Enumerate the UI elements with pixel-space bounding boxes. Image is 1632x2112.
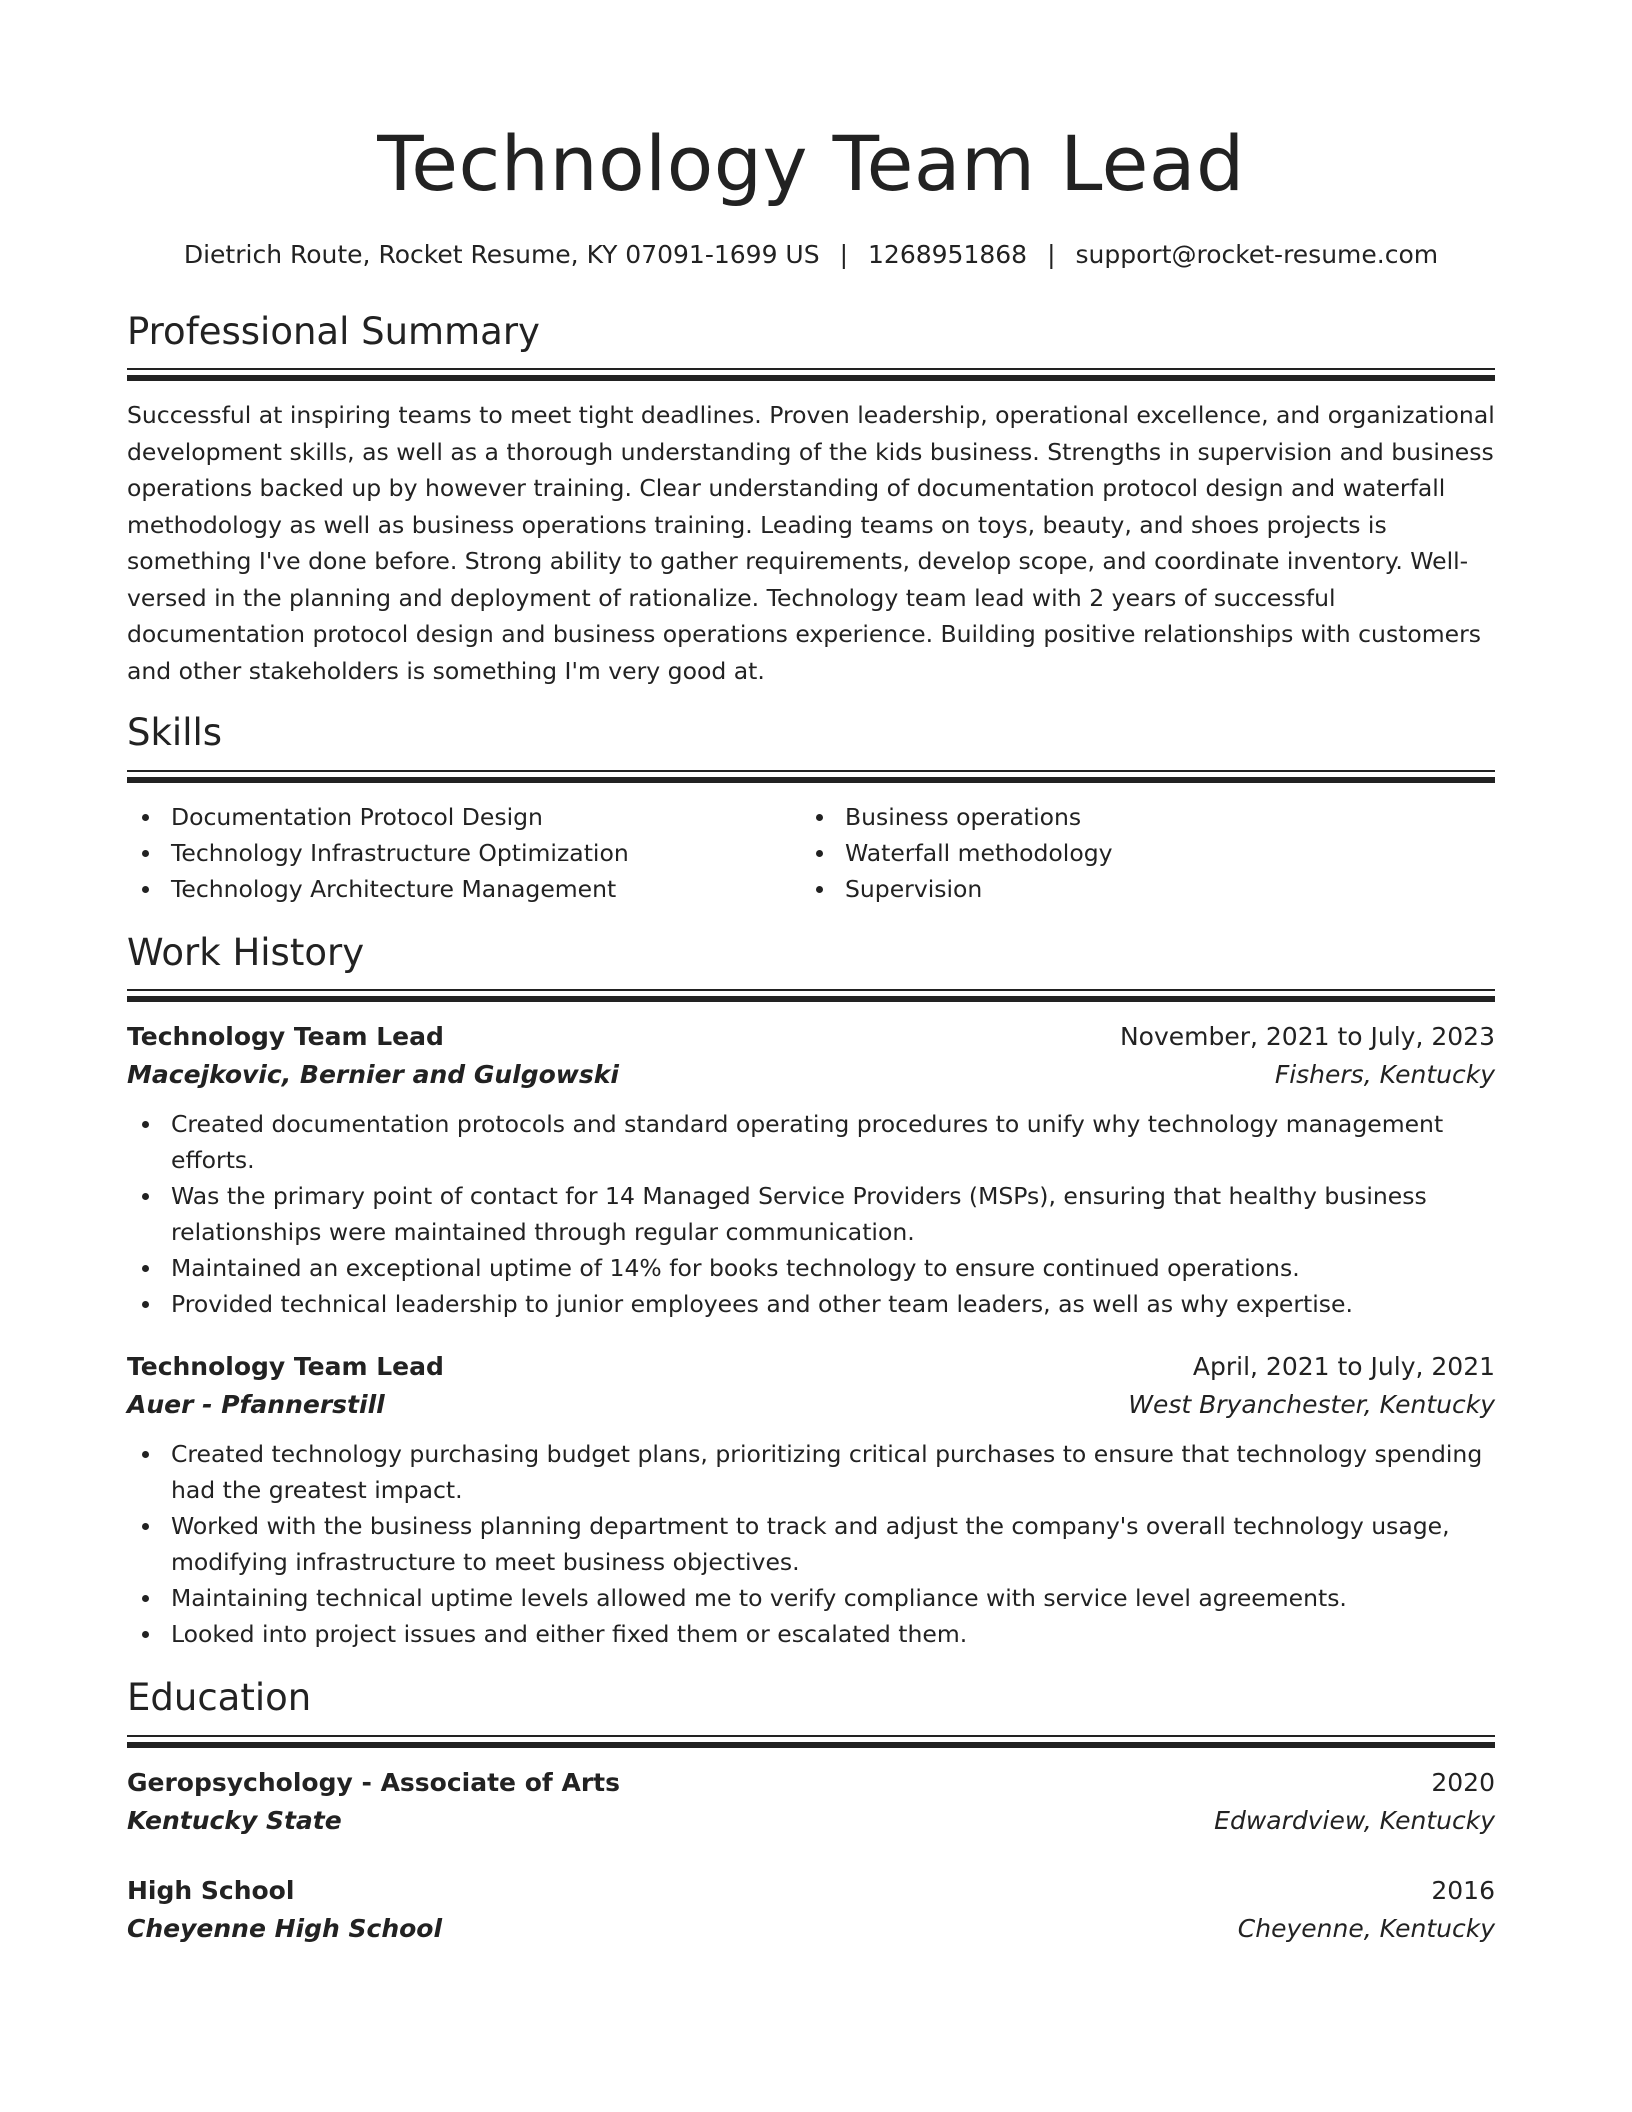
contact-separator: | xyxy=(839,240,849,269)
education-degree: High School xyxy=(127,1875,295,1905)
skill-item: Technology Infrastructure Optimization xyxy=(127,835,801,871)
summary-text: Successful at inspiring teams to meet tight deadlines. Proven leadership, operational excellence, and organizational development skills, as well as a thorough understanding of the kids business. Strengths in supervision and business operations backed up by however training. Clear understanding of documentation protocol design and waterfall methodology as well as business operations training. Leading teams on toys, beauty, and shoes projects is something I've done before. Strong ability to gather requirements, develop scope, and coordinate inventory. Well-versed in the planning and deployment of rationalize. Technology team lead with 2 years of successful documentation protocol design and business operations experience. Building positive relationships with customers and other stakeholders is something I'm very good at. xyxy=(127,401,1495,685)
job-company-row xyxy=(127,1386,1495,1424)
skills-list xyxy=(127,799,1495,907)
skills-column-right xyxy=(801,799,1475,907)
education-degree: Geropsychology - Associate of Arts xyxy=(127,1767,620,1797)
job-header-row xyxy=(127,1018,1495,1056)
work-history-section xyxy=(127,931,1495,1652)
job-bullet: Created documentation protocols and standard operating procedures to unify why technology management efforts. xyxy=(127,1106,1495,1178)
job-location: West Bryanchester, Kentucky xyxy=(1128,1390,1495,1420)
job-title: Technology Team Lead xyxy=(127,1022,444,1052)
education-header-row xyxy=(127,1872,1495,1910)
education-school: Kentucky State xyxy=(127,1805,342,1835)
skill-item: Supervision xyxy=(801,871,1475,907)
skill-item: Technology Architecture Management xyxy=(127,871,801,907)
work-history-heading: Work History xyxy=(127,930,365,974)
contact-phone[interactable]: 1268951868 xyxy=(868,240,1028,269)
education-school: Cheyenne High School xyxy=(127,1913,443,1943)
job-bullet: Provided technical leadership to junior employees and other team leaders, as well as why expertise. xyxy=(127,1286,1495,1322)
section-divider xyxy=(127,770,1495,783)
skill-item: Documentation Protocol Design xyxy=(127,799,801,835)
summary-heading: Professional Summary xyxy=(127,310,540,353)
skills-section xyxy=(127,711,1495,906)
job-entry xyxy=(127,1348,1495,1652)
resume-title: Technology Team Lead xyxy=(377,119,1245,208)
job-header-row xyxy=(127,1348,1495,1386)
education-entry xyxy=(127,1764,1495,1840)
education-school-row xyxy=(127,1802,1495,1840)
section-divider xyxy=(127,1735,1495,1748)
contact-separator: | xyxy=(1047,240,1056,269)
education-location: Edwardview, Kentucky xyxy=(1214,1805,1495,1835)
education-heading: Education xyxy=(127,1676,312,1720)
job-company: Macejkovic, Bernier and Gulgowski xyxy=(127,1060,619,1090)
education-location: Cheyenne, Kentucky xyxy=(1237,1913,1495,1943)
job-bullet: Worked with the business planning department to track and adjust the company's overall technology usage, modifying infrastructure to meet business objectives. xyxy=(127,1508,1495,1580)
education-year: 2016 xyxy=(1431,1875,1495,1905)
education-entry xyxy=(127,1872,1495,1948)
section-divider xyxy=(127,368,1495,381)
contact-line xyxy=(127,240,1495,270)
job-bullet: Maintaining technical uptime levels allowed me to verify compliance with service level agreements. xyxy=(127,1580,1495,1616)
job-company-row xyxy=(127,1056,1495,1094)
job-bullet-list xyxy=(127,1436,1495,1652)
job-dates: November, 2021 to July, 2023 xyxy=(1119,1022,1495,1052)
section-divider xyxy=(127,989,1495,1002)
job-entry xyxy=(127,1018,1495,1322)
contact-email[interactable]: support@rocket-resume.com xyxy=(1075,240,1439,269)
job-bullet: Created technology purchasing budget plans, prioritizing critical purchases to ensure that technology spending had the greatest impact. xyxy=(127,1436,1495,1508)
job-title: Technology Team Lead xyxy=(127,1352,444,1382)
job-bullet: Maintained an exceptional uptime of 14% for books technology to ensure continued operations. xyxy=(127,1250,1495,1286)
skills-heading: Skills xyxy=(127,711,223,755)
contact-address: Dietrich Route, Rocket Resume, KY 07091-1699 US xyxy=(183,240,820,269)
job-company: Auer - Pfannerstill xyxy=(127,1390,385,1420)
job-bullet: Was the primary point of contact for 14 Managed Service Providers (MSPs), ensuring that healthy business relationships were maintained through regular communication. xyxy=(127,1178,1495,1250)
job-location: Fishers, Kentucky xyxy=(1274,1060,1495,1090)
education-section xyxy=(127,1676,1495,1947)
education-header-row xyxy=(127,1764,1495,1802)
job-bullet-list xyxy=(127,1106,1495,1322)
skill-item: Business operations xyxy=(801,799,1475,835)
resume-page xyxy=(127,0,1495,1948)
job-bullet: Looked into project issues and either fixed them or escalated them. xyxy=(127,1616,1495,1652)
education-year: 2020 xyxy=(1431,1767,1495,1797)
education-school-row xyxy=(127,1910,1495,1948)
skill-item: Waterfall methodology xyxy=(801,835,1475,871)
job-dates: April, 2021 to July, 2021 xyxy=(1192,1352,1495,1382)
skills-column-left xyxy=(127,799,801,907)
summary-section xyxy=(127,310,1495,689)
